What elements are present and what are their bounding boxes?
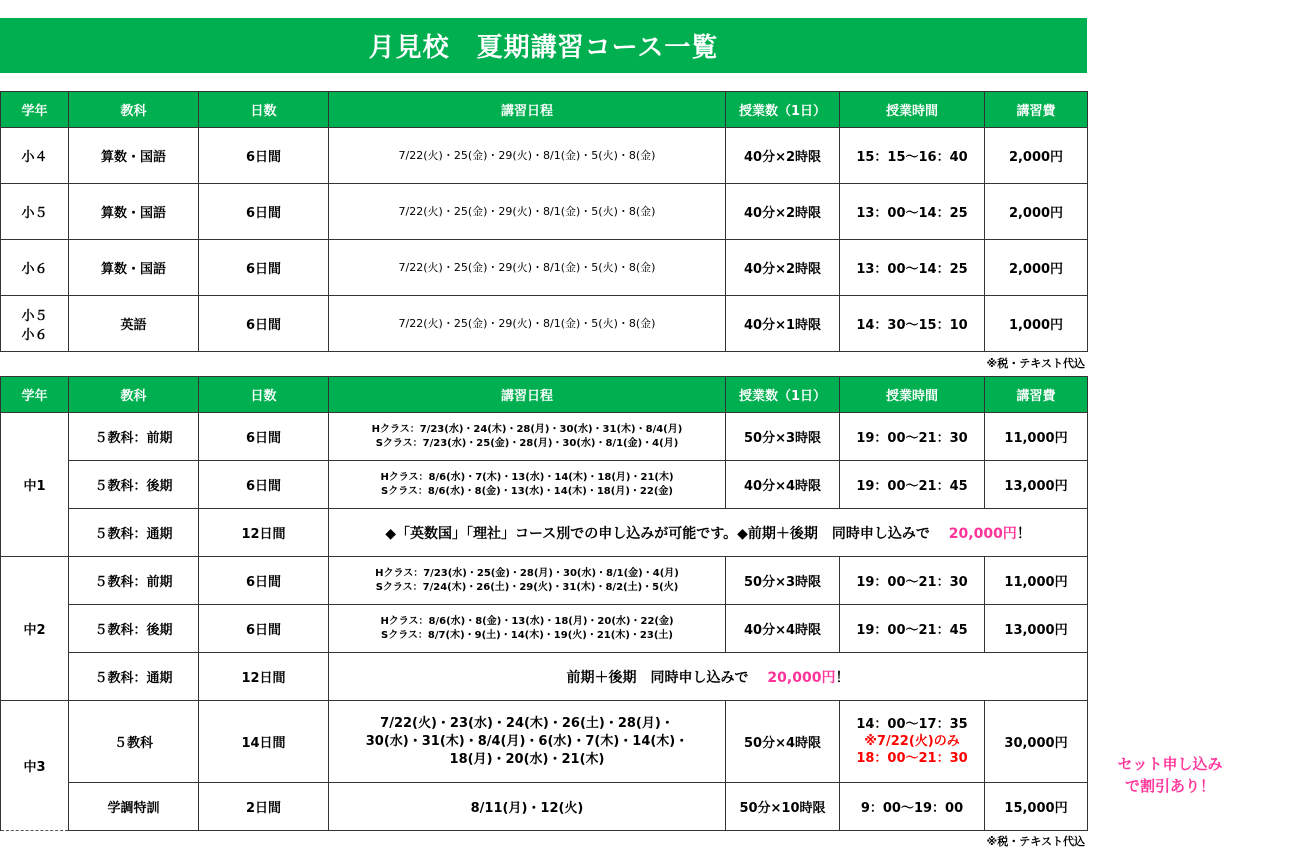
table-row: [1, 605, 1088, 653]
schedule-cell: [329, 605, 726, 653]
header-schedule: 講習日程: [329, 377, 726, 413]
discount-exclaim: ！: [1016, 525, 1031, 542]
subject-cell: ５教科：通期: [69, 653, 199, 701]
days-cell: 6日間: [199, 128, 329, 184]
days-cell: 12日間: [199, 509, 329, 557]
grade-cell: 中2: [1, 557, 69, 701]
discount-message: [329, 509, 1088, 557]
days-cell: 6日間: [199, 413, 329, 461]
days-cell: 6日間: [199, 240, 329, 296]
days-cell: 6日間: [199, 461, 329, 509]
fee-cell: 1,000円: [985, 296, 1088, 352]
header-fee: 講習費: [985, 377, 1088, 413]
page-title: 月見校 夏期講習コース一覧: [0, 18, 1087, 73]
header-time: 授業時間: [840, 92, 985, 128]
header-subject: 教科: [69, 377, 199, 413]
table-row: [1, 413, 1088, 461]
junior-high-course-table: [0, 376, 1088, 831]
table-header-row: [1, 92, 1088, 128]
table-row: [1, 296, 1088, 352]
subject-cell: ５教科: [69, 701, 199, 783]
schedule-line: 18(月)・20(水)・21(木): [449, 751, 605, 767]
grade-cell: 中3: [1, 701, 69, 831]
days-cell: 6日間: [199, 557, 329, 605]
s-class-schedule: Sクラス：7/24(木)・26(土)・29(火)・31(木)・8/2(土)・5(火): [375, 581, 679, 593]
subject-cell: 算数・国語: [69, 240, 199, 296]
schedule-line: 30(水)・31(木)・8/4(月)・6(水)・7(木)・14(木)・: [365, 733, 689, 749]
table-row: [1, 783, 1088, 831]
time-cell: 15：15～16：40: [840, 128, 985, 184]
header-lessons: 授業数（1日）: [726, 377, 840, 413]
discount-exclaim: ！: [835, 669, 850, 686]
callout-line: で割引あり！: [1124, 777, 1215, 795]
h-class-schedule: Hクラス：7/23(水)・25(金)・28(月)・30(水)・8/1(金)・4(月): [375, 567, 679, 579]
s-class-schedule: Sクラス：8/7(木)・9(土)・14(木)・19(火)・21(木)・23(土): [381, 629, 673, 641]
discount-text: ◆「英数国」「理社」コース別での申し込みが可能です。◆前期＋後期 同時申し込みで: [385, 525, 930, 542]
lessons-cell: 50分×4時限: [726, 701, 840, 783]
lessons-cell: 40分×2時限: [726, 240, 840, 296]
fee-cell: 2,000円: [985, 128, 1088, 184]
set-discount-callout: [1100, 753, 1240, 797]
time-cell: 19：00～21：45: [840, 461, 985, 509]
lessons-cell: 50分×10時限: [726, 783, 840, 831]
tax-note: ※税・テキスト代込: [986, 835, 1085, 848]
schedule-cell: 7/22(火)・25(金)・29(火)・8/1(金)・5(火)・8(金): [329, 296, 726, 352]
discount-text: 前期＋後期 同時申し込みで: [566, 669, 749, 686]
time-cell: 19：00～21：45: [840, 605, 985, 653]
time-line: 14：00～17：35: [856, 717, 968, 732]
table-row: [1, 557, 1088, 605]
fee-cell: 15,000円: [985, 783, 1088, 831]
header-grade: 学年: [1, 92, 69, 128]
schedule-line: 7/22(火)・23(水)・24(木)・26(土)・28(月)・: [380, 715, 674, 731]
time-exception-note: ※7/22(火)のみ: [864, 734, 960, 749]
subject-cell: ５教科：後期: [69, 605, 199, 653]
table-row: [1, 653, 1088, 701]
lessons-cell: 50分×3時限: [726, 557, 840, 605]
fee-cell: 30,000円: [985, 701, 1088, 783]
grade-cell: [1, 296, 69, 352]
schedule-cell: [329, 557, 726, 605]
table-row: [1, 509, 1088, 557]
lessons-cell: 40分×2時限: [726, 128, 840, 184]
subject-cell: 算数・国語: [69, 184, 199, 240]
table-row: [1, 184, 1088, 240]
schedule-cell: 8/11(月)・12(火): [329, 783, 726, 831]
time-exception-value: 18：00～21：30: [856, 751, 968, 766]
table-row: [1, 128, 1088, 184]
table-row: [1, 701, 1088, 783]
header-schedule: 講習日程: [329, 92, 726, 128]
time-cell: 13：00～14：25: [840, 184, 985, 240]
schedule-cell: [329, 461, 726, 509]
schedule-cell: 7/22(火)・25(金)・29(火)・8/1(金)・5(火)・8(金): [329, 184, 726, 240]
subject-cell: ５教科：前期: [69, 413, 199, 461]
tax-note: ※税・テキスト代込: [986, 357, 1085, 370]
days-cell: 14日間: [199, 701, 329, 783]
grade-cell: 中1: [1, 413, 69, 557]
header-days: 日数: [199, 92, 329, 128]
discount-price: 20,000円: [948, 525, 1017, 542]
grade-cell: 小６: [1, 240, 69, 296]
fee-cell: 13,000円: [985, 461, 1088, 509]
header-days: 日数: [199, 377, 329, 413]
callout-line: セット申し込み: [1117, 755, 1223, 773]
discount-message: [329, 653, 1088, 701]
s-class-schedule: Sクラス：8/6(水)・8(金)・13(水)・14(木)・18(月)・22(金): [381, 485, 673, 497]
h-class-schedule: Hクラス：8/6(水)・8(金)・13(水)・18(月)・20(水)・22(金): [380, 615, 674, 627]
time-cell: [840, 701, 985, 783]
header-time: 授業時間: [840, 377, 985, 413]
schedule-cell: [329, 701, 726, 783]
table-row: [1, 240, 1088, 296]
s-class-schedule: Sクラス：7/23(水)・25(金)・28(月)・30(水)・8/1(金)・4(月): [375, 437, 679, 449]
subject-cell: ５教科：通期: [69, 509, 199, 557]
grade-cell: 小４: [1, 128, 69, 184]
table-header-row: [1, 377, 1088, 413]
h-class-schedule: Hクラス：7/23(水)・24(木)・28(月)・30(水)・31(木)・8/4(月): [371, 423, 683, 435]
fee-cell: 11,000円: [985, 413, 1088, 461]
subject-cell: 英語: [69, 296, 199, 352]
lessons-cell: 40分×4時限: [726, 461, 840, 509]
time-cell: 9：00～19：00: [840, 783, 985, 831]
header-fee: 講習費: [985, 92, 1088, 128]
fee-cell: 2,000円: [985, 240, 1088, 296]
days-cell: 6日間: [199, 184, 329, 240]
subject-cell: ５教科：前期: [69, 557, 199, 605]
fee-cell: 2,000円: [985, 184, 1088, 240]
lessons-cell: 40分×2時限: [726, 184, 840, 240]
schedule-cell: [329, 413, 726, 461]
time-cell: 19：00～21：30: [840, 413, 985, 461]
grade-line: 小５: [21, 308, 48, 324]
header-lessons: 授業数（1日）: [726, 92, 840, 128]
table-row: [1, 461, 1088, 509]
header-subject: 教科: [69, 92, 199, 128]
grade-line: 小６: [21, 327, 48, 343]
elementary-course-table: [0, 91, 1088, 352]
time-cell: 19：00～21：30: [840, 557, 985, 605]
days-cell: 6日間: [199, 605, 329, 653]
schedule-cell: 7/22(火)・25(金)・29(火)・8/1(金)・5(火)・8(金): [329, 240, 726, 296]
lessons-cell: 40分×1時限: [726, 296, 840, 352]
lessons-cell: 50分×3時限: [726, 413, 840, 461]
days-cell: 12日間: [199, 653, 329, 701]
days-cell: 2日間: [199, 783, 329, 831]
grade-cell: 小５: [1, 184, 69, 240]
time-cell: 13：00～14：25: [840, 240, 985, 296]
discount-price: 20,000円: [767, 669, 836, 686]
fee-cell: 11,000円: [985, 557, 1088, 605]
header-grade: 学年: [1, 377, 69, 413]
subject-cell: ５教科：後期: [69, 461, 199, 509]
subject-cell: 算数・国語: [69, 128, 199, 184]
h-class-schedule: Hクラス：8/6(水)・7(木)・13(水)・14(木)・18(月)・21(木): [380, 471, 674, 483]
subject-cell: 学調特訓: [69, 783, 199, 831]
schedule-cell: 7/22(火)・25(金)・29(火)・8/1(金)・5(火)・8(金): [329, 128, 726, 184]
lessons-cell: 40分×4時限: [726, 605, 840, 653]
fee-cell: 13,000円: [985, 605, 1088, 653]
days-cell: 6日間: [199, 296, 329, 352]
time-cell: 14：30～15：10: [840, 296, 985, 352]
